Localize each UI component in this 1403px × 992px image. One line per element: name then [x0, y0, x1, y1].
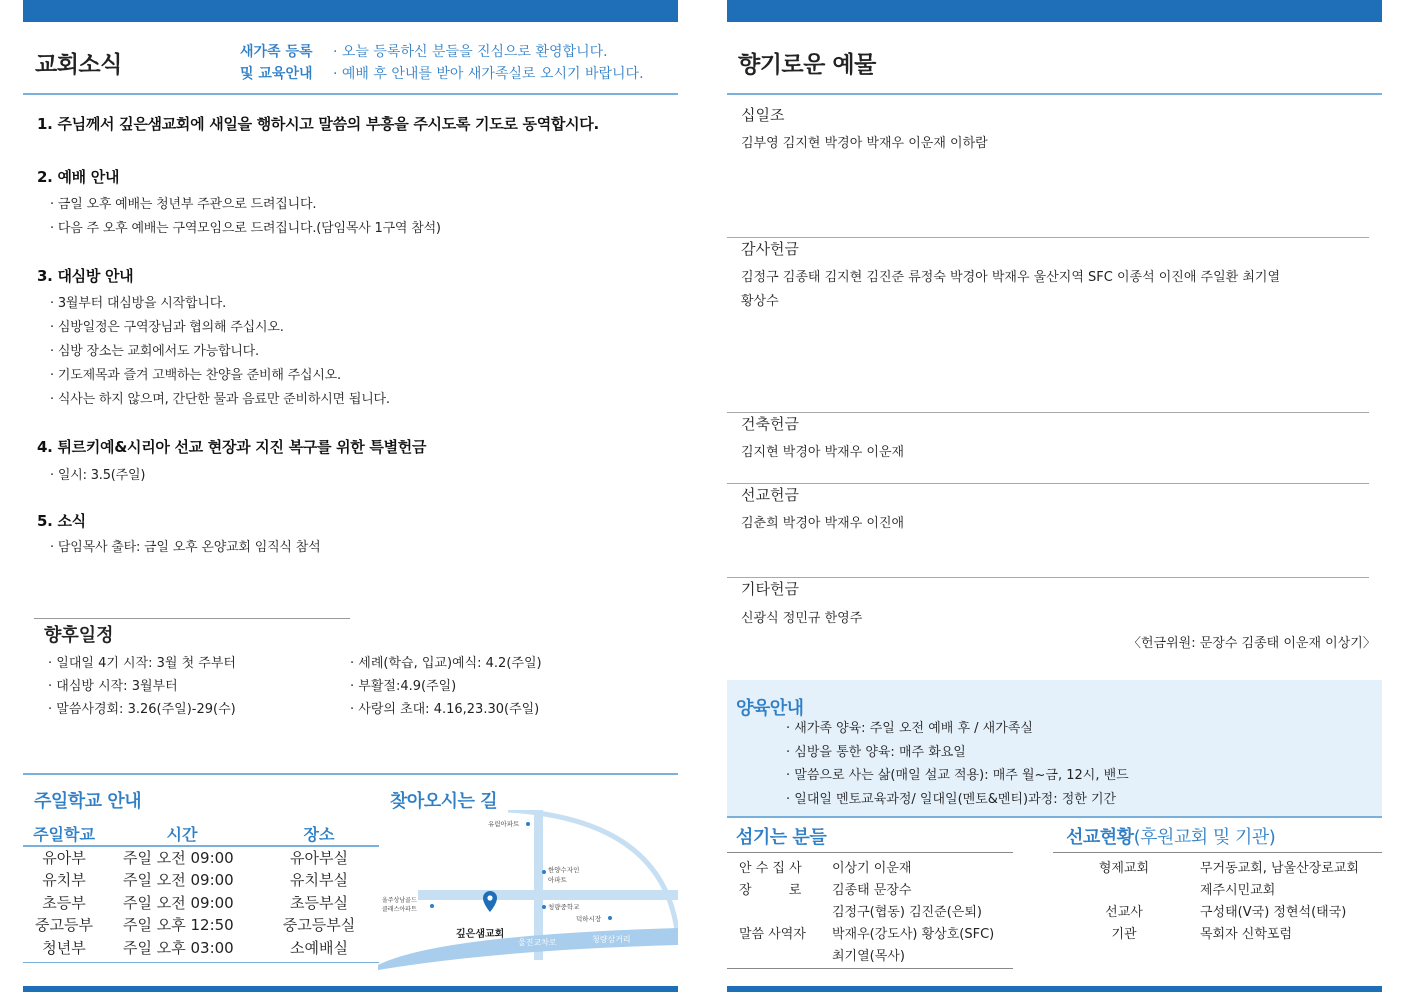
- map-label-road1: 울진교차로: [518, 938, 557, 947]
- servant-names: 김정구(협동) 김진준(은퇴): [832, 905, 982, 920]
- map-dot-school: [542, 905, 546, 909]
- offering-divider-1: [727, 237, 1369, 238]
- offering-group-4-names: 김춘희 박경아 박재우 이진애: [741, 516, 905, 531]
- bottom-section-divider-left: [23, 773, 678, 775]
- map-dot-apt3: [430, 904, 434, 908]
- upcoming-1-3: · 말씀사경회: 3.26(주일)-29(수): [48, 702, 236, 717]
- sch-header-place: 장소: [259, 822, 379, 846]
- table-row: [23, 846, 379, 869]
- servant-role: 장 로: [739, 883, 802, 898]
- offering-divider-4: [727, 577, 1369, 578]
- sch-dept: 청년부: [42, 938, 86, 957]
- sch-time: 주일 오전 09:00: [123, 871, 234, 890]
- servant-role: [739, 946, 806, 968]
- map-label-market: 덕하시장: [576, 915, 602, 923]
- map-label-school: 청량중학교: [548, 903, 580, 911]
- table-row: [23, 936, 379, 959]
- offering-group-1-names: 김부영 김지현 박경아 박재우 이운재 이하람: [741, 136, 988, 151]
- newcomer-label-2: 및 교육안내: [240, 66, 313, 82]
- servant-names: 이상기 이운재: [832, 861, 912, 876]
- map-label-apt3b: 클래스아파트: [382, 906, 417, 913]
- news-item-1-heading: 1. 주님께서 깊은샘교회에 새일을 행하시고 말씀의 부흥을 주시도록 기도로 동역합시다.: [37, 115, 599, 133]
- church-news-title: 교회소식: [35, 52, 122, 78]
- newcomer-label: [240, 41, 313, 85]
- servant-names: 최기열(목사): [832, 949, 905, 964]
- mission-label: [1092, 880, 1156, 902]
- table-row: [23, 869, 379, 892]
- offering-group-2-name: 감사헌금: [741, 240, 799, 258]
- upcoming-1-1: · 일대일 4기 시작: 3월 첫 주부터: [48, 656, 236, 671]
- offering-group-2-names: 김정구 김종태 김지현 김진준 류정숙 박경아 박재우 울산지역 SFC 이종석 이진애 주일환 최기열: [741, 270, 1281, 285]
- newcomer-text: [333, 41, 644, 85]
- sch-time: 주일 오후 03:00: [123, 938, 234, 957]
- sch-dept: 유치부: [42, 871, 86, 890]
- news-item-3-line-5: · 식사는 하지 않으며, 간단한 물과 음료만 준비하시면 됩니다.: [50, 392, 390, 407]
- sch-place: 중고등부실: [282, 916, 356, 935]
- nurture-title: 양육안내: [736, 698, 804, 719]
- missions-title: [1066, 823, 1275, 849]
- missions-title-main: 선교현황: [1066, 827, 1134, 848]
- upcoming-2-2: · 부활절:4.9(주일): [350, 679, 457, 694]
- sch-time: 주일 오전 09:00: [123, 849, 234, 868]
- upcoming-1-2: · 대심방 시작: 3월부터: [48, 679, 178, 694]
- sch-time: 주일 오전 09:00: [123, 893, 234, 912]
- map-road-horizontal-upper: [418, 890, 678, 900]
- news-item-3-heading: 3. 대심방 안내: [37, 267, 134, 285]
- mission-value: 제주시민교회: [1200, 883, 1276, 898]
- map-pin-icon: [483, 891, 497, 912]
- nurture-lines: [786, 717, 1129, 811]
- newcomer-line-1: · 오늘 등록하신 분들을 진심으로 환영합니다.: [333, 44, 608, 60]
- servant-names: 박재우(강도사) 황상호(SFC): [832, 927, 995, 942]
- news-item-2-line-2: · 다음 주 오후 예배는 구역모임으로 드려집니다.(담임목사 1구역 참석): [50, 221, 441, 236]
- servant-role: 말씀 사역자: [739, 927, 806, 942]
- news-item-3-line-4: · 기도제목과 즐겨 고백하는 찬양을 준비해 주십시오.: [50, 368, 341, 383]
- sch-dept: 중고등부: [35, 916, 93, 935]
- news-item-5-line-1: · 담임목사 출타: 금일 오후 온양교회 임직식 참석: [50, 540, 321, 555]
- sch-place: 소예배실: [290, 938, 348, 957]
- upcoming-2-3: · 사랑의 초대: 4.16,23.30(주일): [350, 702, 540, 717]
- sch-place: 초등부실: [290, 893, 348, 912]
- sunday-school-title: 주일학교 안내: [34, 791, 142, 812]
- offering-divider-2: [727, 412, 1369, 413]
- sch-dept: 유아부: [42, 849, 86, 868]
- map-label-apt1: 유림아파트: [488, 820, 520, 828]
- map-label-apt2a: 한양수자인: [548, 866, 580, 874]
- map-dot-market: [608, 916, 612, 920]
- offering-group-1-name: 십일조: [741, 106, 785, 124]
- servant-role: 안 수 집 사: [739, 861, 802, 876]
- servants-roles: [739, 858, 806, 968]
- newcomer-line-2: · 예배 후 안내를 받아 새가족실로 오시기 바랍니다.: [333, 66, 644, 82]
- sch-dept: 초등부: [42, 893, 86, 912]
- news-item-3-line-3: · 심방 장소는 교회에서도 가능합니다.: [50, 344, 259, 359]
- servant-role: [739, 902, 806, 924]
- sch-header-dept: 주일학교: [23, 822, 105, 846]
- news-item-3-line-2: · 심방일정은 구역장님과 협의해 주십시오.: [50, 320, 284, 335]
- offering-group-2-extra: 황상수: [741, 294, 779, 309]
- nurture-line-2: · 심방을 통한 양육: 매주 화요일: [786, 744, 966, 760]
- directions-map: [378, 810, 678, 970]
- sch-table-bottom: [23, 962, 379, 963]
- church-news-divider: [23, 93, 678, 95]
- news-item-5-heading: 5. 소식: [37, 512, 86, 530]
- offering-committee: 〈헌금위원: 문장수 김종태 이운재 이상기〉: [1128, 636, 1376, 651]
- offering-group-4-name: 선교헌금: [741, 486, 799, 504]
- mission-label: 형제교회: [1098, 861, 1150, 876]
- servants-divider-top: [727, 816, 1382, 818]
- nurture-line-4: · 일대일 멘토교육과정/ 일대일(멘토&멘티)과정: 정한 기간: [786, 791, 1117, 807]
- offering-group-5-name: 기타헌금: [741, 580, 799, 598]
- servants-title-underline: [727, 852, 1013, 853]
- sch-time: 주일 오후 12:50: [123, 916, 234, 935]
- upcoming-title: 향후일정: [44, 625, 114, 646]
- top-bar-right: [727, 0, 1382, 22]
- nurture-line-3: · 말씀으로 사는 삶(매일 설교 적용): 매주 월~금, 12시, 밴드: [786, 768, 1129, 783]
- map-label-apt3a: 울주상남골드: [382, 897, 417, 904]
- upcoming-col-2: [350, 652, 542, 721]
- mission-value: 무거동교회, 남울산장로교회: [1200, 861, 1359, 876]
- nurture-line-1: · 새가족 양육: 주일 오전 예배 후 / 새가족실: [786, 721, 1033, 736]
- mission-label: 선교사: [1105, 905, 1143, 920]
- missions-title-sub: (후원교회 및 기관): [1133, 827, 1276, 848]
- upcoming-col-1: [48, 652, 236, 721]
- map-label-apt2b: 아파트: [548, 876, 567, 884]
- news-item-3-line-1: · 3월부터 대심방을 시작합니다.: [50, 296, 227, 311]
- map-road-main: [378, 928, 678, 970]
- newcomer-label-1: 새가족 등록: [240, 44, 313, 60]
- servants-bottom: [727, 968, 1013, 969]
- news-item-2-line-1: · 금일 오후 예배는 청년부 주관으로 드려집니다.: [50, 197, 317, 212]
- sch-place: 유아부실: [290, 849, 348, 868]
- mission-label: 기관: [1111, 927, 1137, 942]
- directions-title: 찾아오시는 길: [390, 791, 498, 812]
- offerings-title: 향기로운 예물: [738, 52, 876, 78]
- news-item-4-heading: 4. 튀르키예&시리아 선교 현장과 지진 복구를 위한 특별헌금: [37, 438, 427, 456]
- map-label-road2: 청량삼거리: [592, 935, 631, 944]
- map-dot-apt1: [526, 822, 530, 826]
- offering-group-3-name: 건축헌금: [741, 415, 799, 433]
- top-bar-left: [23, 0, 678, 22]
- sch-header-time: 시간: [105, 822, 259, 846]
- news-item-4-line-1: · 일시: 3.5(주일): [50, 468, 146, 483]
- missions-values: [1200, 858, 1359, 946]
- offering-group-3-names: 김지현 박경아 박재우 이운재: [741, 445, 905, 460]
- offering-divider-3: [727, 483, 1369, 484]
- servants-names: [832, 858, 994, 968]
- mission-value: 구성태(V국) 정현석(태국): [1200, 905, 1347, 920]
- offering-group-5-names: 신광식 정민규 한영주: [741, 611, 863, 626]
- upcoming-divider: [34, 618, 350, 619]
- upcoming-2-1: · 세례(학습, 입교)예식: 4.2(주일): [350, 656, 542, 671]
- bottom-bar-left: [23, 986, 678, 992]
- mission-value: 목회자 신학포럼: [1200, 927, 1293, 942]
- offerings-divider: [727, 93, 1382, 95]
- servant-names: 김종태 문장수: [832, 883, 912, 898]
- news-item-2-heading: 2. 예배 안내: [37, 168, 120, 186]
- sunday-school-table: [23, 822, 379, 959]
- servants-title: 섬기는 분들: [736, 827, 827, 848]
- missions-title-underline: [1053, 852, 1382, 853]
- table-row: [23, 914, 379, 937]
- sch-place: 유치부실: [290, 871, 348, 890]
- map-dot-apt2: [542, 870, 546, 874]
- map-label-church: 깊은샘교회: [456, 929, 505, 940]
- map-pin-hole: [487, 895, 492, 900]
- missions-labels: [1092, 858, 1156, 946]
- table-row: [23, 891, 379, 914]
- bottom-bar-right: [727, 986, 1382, 992]
